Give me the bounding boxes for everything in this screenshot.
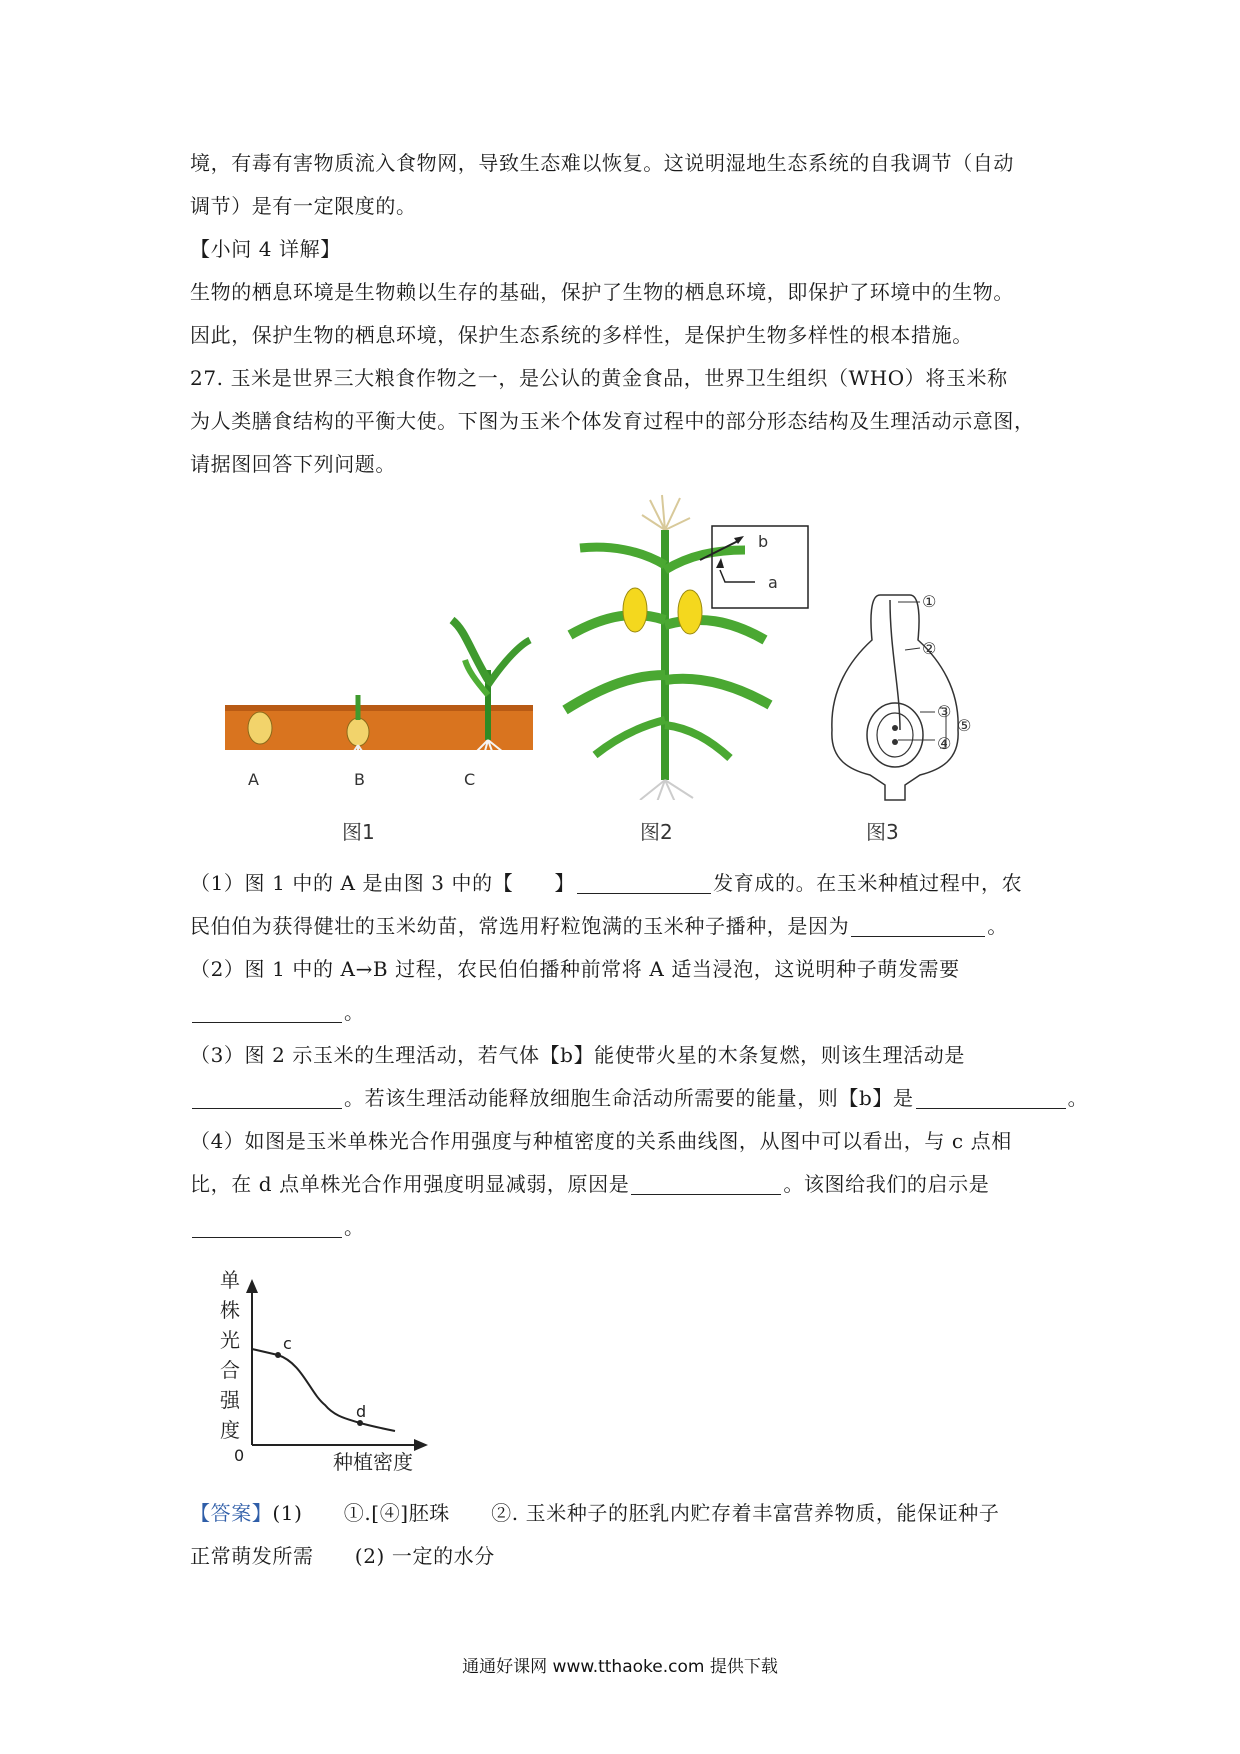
question-3-line-1: （3）图 2 示玉米的生理活动，若气体【b】能使带火星的木条复燃，则该生理活动是 <box>190 1043 965 1067</box>
answer-line-1 <box>190 1500 999 1526</box>
question-3-line-2 <box>190 1085 1088 1111</box>
q4-blank-2[interactable] <box>192 1217 342 1238</box>
q3-blank-2[interactable] <box>916 1088 1066 1109</box>
q4-blank-1[interactable] <box>631 1174 781 1195</box>
question-27-stem-3: 请据图回答下列问题。 <box>190 452 396 476</box>
question-27-stem-2: 为人类膳食结构的平衡大使。下图为玉米个体发育过程中的部分形态结构及生理活动示意图， <box>190 409 1035 433</box>
question-4-line-2 <box>190 1171 989 1197</box>
question-1-line-1 <box>190 870 1022 896</box>
fig3-label-4: ④ <box>937 734 952 753</box>
q1-blank-2[interactable] <box>851 916 985 937</box>
answer-tag: 【答案】 <box>190 1501 273 1525</box>
page-footer: 通通好课网 www.tthaoke.com 提供下载 <box>462 1657 778 1677</box>
fig2-label-b: b <box>758 532 769 551</box>
figure-2-caption: 图2 <box>640 820 673 844</box>
point-d-label: d <box>356 1402 367 1421</box>
question-2-line-2 <box>190 999 365 1025</box>
q1-blank-1[interactable] <box>577 873 711 894</box>
q3-text-b: 。若该生理活动能释放细胞生命活动所需要的能量，则【b】是 <box>344 1086 914 1110</box>
answer-part-1: (1) ①.[④]胚珠 ②. 玉米种子的胚乳内贮存着丰富营养物质，能保证种子 <box>272 1501 1000 1525</box>
fig3-label-3: ③ <box>937 702 952 721</box>
fig3-label-1: ① <box>922 592 937 611</box>
figure-3-caption: 图3 <box>866 820 899 844</box>
graph-xlabel: 种植密度 <box>333 1450 413 1474</box>
density-graph <box>210 1265 440 1475</box>
point-c-label: c <box>283 1334 292 1353</box>
question-1-line-2 <box>190 913 1008 939</box>
question-4-line-3 <box>190 1214 365 1240</box>
question-2-line-1: （2）图 1 中的 A→B 过程，农民伯伯播种前常将 A 适当浸泡，这说明种子萌发需要 <box>190 957 960 981</box>
ylabel-char-4: 合 <box>220 1358 240 1382</box>
q2-blank[interactable] <box>192 1002 342 1023</box>
text-line-5: 因此，保护生物的栖息环境，保护生态系统的多样性，是保护生物多样性的根本措施。 <box>190 323 973 347</box>
figure-2-corn-plant <box>550 490 820 800</box>
seed-a <box>248 712 272 744</box>
fig2-label-a: a <box>768 573 778 592</box>
text-line-1: 境，有毒有害物质流入食物网，导致生态难以恢复。这说明湿地生态系统的自我调节（自动 <box>190 151 1014 175</box>
ylabel-char-5: 强 <box>220 1388 240 1412</box>
q1-end: 。 <box>987 914 1008 938</box>
point-c <box>275 1352 281 1358</box>
ylabel-char-1: 单 <box>220 1268 240 1292</box>
graph-ylabel <box>220 1268 241 1442</box>
question-27-stem-1: 27. 玉米是世界三大粮食作物之一，是公认的黄金食品，世界卫生组织（WHO）将玉米称 <box>190 366 1008 390</box>
answer-line-2: 正常萌发所需 (2) 一定的水分 <box>190 1544 495 1568</box>
stage-b-label: B <box>354 770 365 789</box>
question-4-line-1: （4）如图是玉米单株光合作用强度与种植密度的关系曲线图，从图中可以看出，与 c 点相 <box>190 1129 1012 1153</box>
graph-curve <box>252 1349 395 1431</box>
figure-1-seedlings <box>220 600 540 750</box>
q3-end: 。 <box>1067 1086 1089 1110</box>
fig3-label-2: ② <box>922 639 937 658</box>
graph-origin: 0 <box>234 1446 245 1465</box>
ylabel-char-2: 株 <box>220 1298 240 1322</box>
q4-text-c: 。该图给我们的启示是 <box>783 1172 990 1196</box>
fig3-label-5: ⑤ <box>957 716 972 735</box>
section-heading: 【小问 4 详解】 <box>190 237 341 261</box>
q1-text-a: （1）图 1 中的 A 是由图 3 中的【 】 <box>190 871 576 895</box>
q4-end: 。 <box>344 1215 365 1239</box>
text-line-4: 生物的栖息环境是生物赖以生存的基础，保护了生物的栖息环境，即保护了环境中的生物。 <box>190 280 1014 304</box>
q4-text-b: 比，在 d 点单株光合作用强度明显减弱，原因是 <box>190 1172 630 1196</box>
q1-text-b: 发育成的。在玉米种植过程中，农 <box>713 871 1023 895</box>
text-line-2: 调节）是有一定限度的。 <box>190 194 417 218</box>
ylabel-char-6: 度 <box>220 1418 240 1442</box>
q3-blank-1[interactable] <box>192 1088 342 1109</box>
q2-end: 。 <box>344 1000 365 1024</box>
q1-text-c: 民伯伯为获得健壮的玉米幼苗，常选用籽粒饱满的玉米种子播种，是因为 <box>190 914 850 938</box>
figure-1-caption: 图1 <box>342 820 375 844</box>
stage-a-label: A <box>248 770 259 789</box>
figure-3-ovary-diagram <box>810 590 1010 805</box>
ylabel-char-3: 光 <box>220 1328 240 1352</box>
stage-c-label: C <box>464 770 476 789</box>
